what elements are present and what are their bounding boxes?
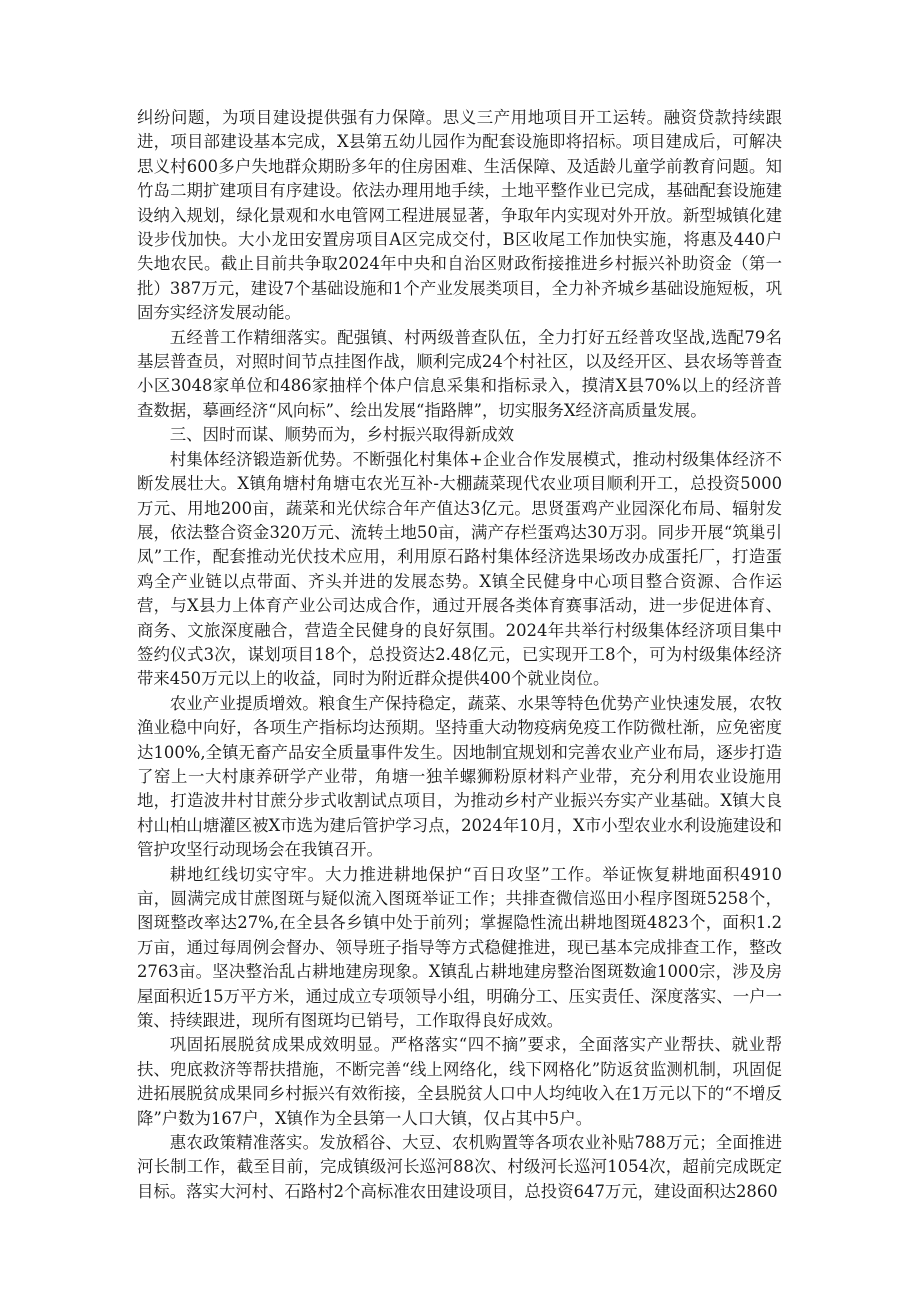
paragraph-economic-census: 五经普工作精细落实。配强镇、村两级普查队伍，全力打好五经普攻坚战,选配79名基层普查员，对照时间节点挂图作战，顺利完成24个村社区，以及经开区、县农场等普查小区3048家单位和486家抽样个体户信息采集和指标录入，摸清X县70%以上的经济普查数据，摹画经济“风向标”、绘出发展“指路牌”，切实服务X经济高质量发展。 <box>137 327 782 420</box>
document-body <box>137 106 782 1204</box>
paragraph-agriculture-industry: 农业产业提质增效。粮食生产保持稳定，蔬菜、水果等特色优势产业快速发展，农牧渔业稳中向好，各项生产指标均达预期。坚持重大动物疫病免疫工作防微杜渐，应免密度达100%,全镇无畜产品安全质量事件发生。因地制宜规划和完善农业产业布局，逐步打造了窑上一大村康养研学产业带，角塘一独羊螺狮粉原材料产业带，充分利用农业设施用地，打造波井村甘蔗分步式收割试点项目，为推动乡村产业振兴夯实产业基础。X镇大良村山柏山塘灌区被X市选为建后管护学习点，2024年10月，X市小型农业水利设施建设和管护攻坚行动现场会在我镇召开。 <box>137 693 782 860</box>
paragraph-collective-economy: 村集体经济锻造新优势。不断强化村集体+企业合作发展模式，推动村级集体经济不断发展壮大。X镇角塘村角塘屯农光互补-大棚蔬菜现代农业项目顺利开工，总投资5000万元、用地200亩，蔬菜和光伏综合年产值达3亿元。思贤蛋鸡产业园深化布局、辐射发展，依法整合资金320万元、流转土地50亩，满产存栏蛋鸡达30万羽。同步开展“筑巢引凤”工作，配套推动光伏技术应用，利用原石路村集体经济选果场改办成蛋托厂，打造蛋鸡全产业链以点带面、齐头并进的发展态势。X镇全民健身中心项目整合资源、合作运营，与X县力上体育产业公司达成合作，通过开展各类体育赛事活动，进一步促进体育、商务、文旅深度融合，营造全民健身的良好氛围。2024年共举行村级集体经济项目集中签约仪式3次，谋划项目18个，总投资达2.48亿元，已实现开工8个，可为村级集体经济带来450万元以上的收益，同时为附近群众提供400个就业岗位。 <box>137 449 782 689</box>
paragraph-farmland-protection: 耕地红线切实守牢。大力推进耕地保护“百日攻坚”工作。举证恢复耕地面积4910亩，圆满完成甘蔗图斑与疑似流入图斑举证工作；共排查微信巡田小程序图斑5258个，图斑整改率达27%,在全县各乡镇中处于前列；掌握隐性流出耕地图斑4823个，面积1.2万亩，通过每周例会督办、领导班子指导等方式稳健推进，现已基本完成排查工作，整改2763亩。坚决整治乱占耕地建房现象。X镇乱占耕地建房整治图斑数逾1000宗，涉及房屋面积近15万平方米，通过成立专项领导小组，明确分工、压实责任、深度落实、一户一策、持续跟进，现所有图斑均已销号，工作取得良好成效。 <box>137 864 782 1031</box>
paragraph-project-construction: 纠纷问题，为项目建设提供强有力保障。思义三产用地项目开工运转。融资贷款持续跟进，项目部建设基本完成，X县第五幼儿园作为配套设施即将招标。项目建成后，可解决思义村600多户失地群众期盼多年的住房困难、生活保障、及适龄儿童学前教育问题。知竹岛二期扩建项目有序建设。依法办理用地手续，土地平整作业已完成，基础配套设施建设纳入规划，绿化景观和水电管网工程进展显著，争取年内实现对外开放。新型城镇化建设步伐加快。大小龙田安置房项目A区完成交付，B区收尾工作加快实施，将惠及440户失地农民。截止目前共争取2024年中央和自治区财政衔接推进乡村振兴补助资金（第一批）387万元，建设7个基础设施和1个产业发展类项目，全力补齐城乡基础设施短板，巩固夯实经济发展动能。 <box>137 108 782 323</box>
section-heading-rural-revitalization: 三、因时而谋、顺势而为，乡村振兴取得新成效 <box>169 425 514 445</box>
paragraph-poverty-alleviation: 巩固拓展脱贫成果成效明显。严格落实“四不摘”要求，全面落实产业帮扶、就业帮扶、兜底救济等帮扶措施，不断完善“线上网络化，线下网格化”防返贫监测机制，巩固促进拓展脱贫成果同乡村振兴有效衔接，全县脱贫人口中人均纯收入在1万元以下的“不增反降”户数为167户，X镇作为全县第一人口大镇，仅占其中5户。 <box>137 1035 782 1128</box>
paragraph-agricultural-policy: 惠农政策精准落实。发放稻谷、大豆、农机购置等各项农业补贴788万元；全面推进河长制工作，截至目前，完成镇级河长巡河88次、村级河长巡河1054次，超前完成既定目标。落实大河村、石路村2个高标准农田建设项目，总投资647万元，建设面积达2860 <box>137 1133 782 1201</box>
